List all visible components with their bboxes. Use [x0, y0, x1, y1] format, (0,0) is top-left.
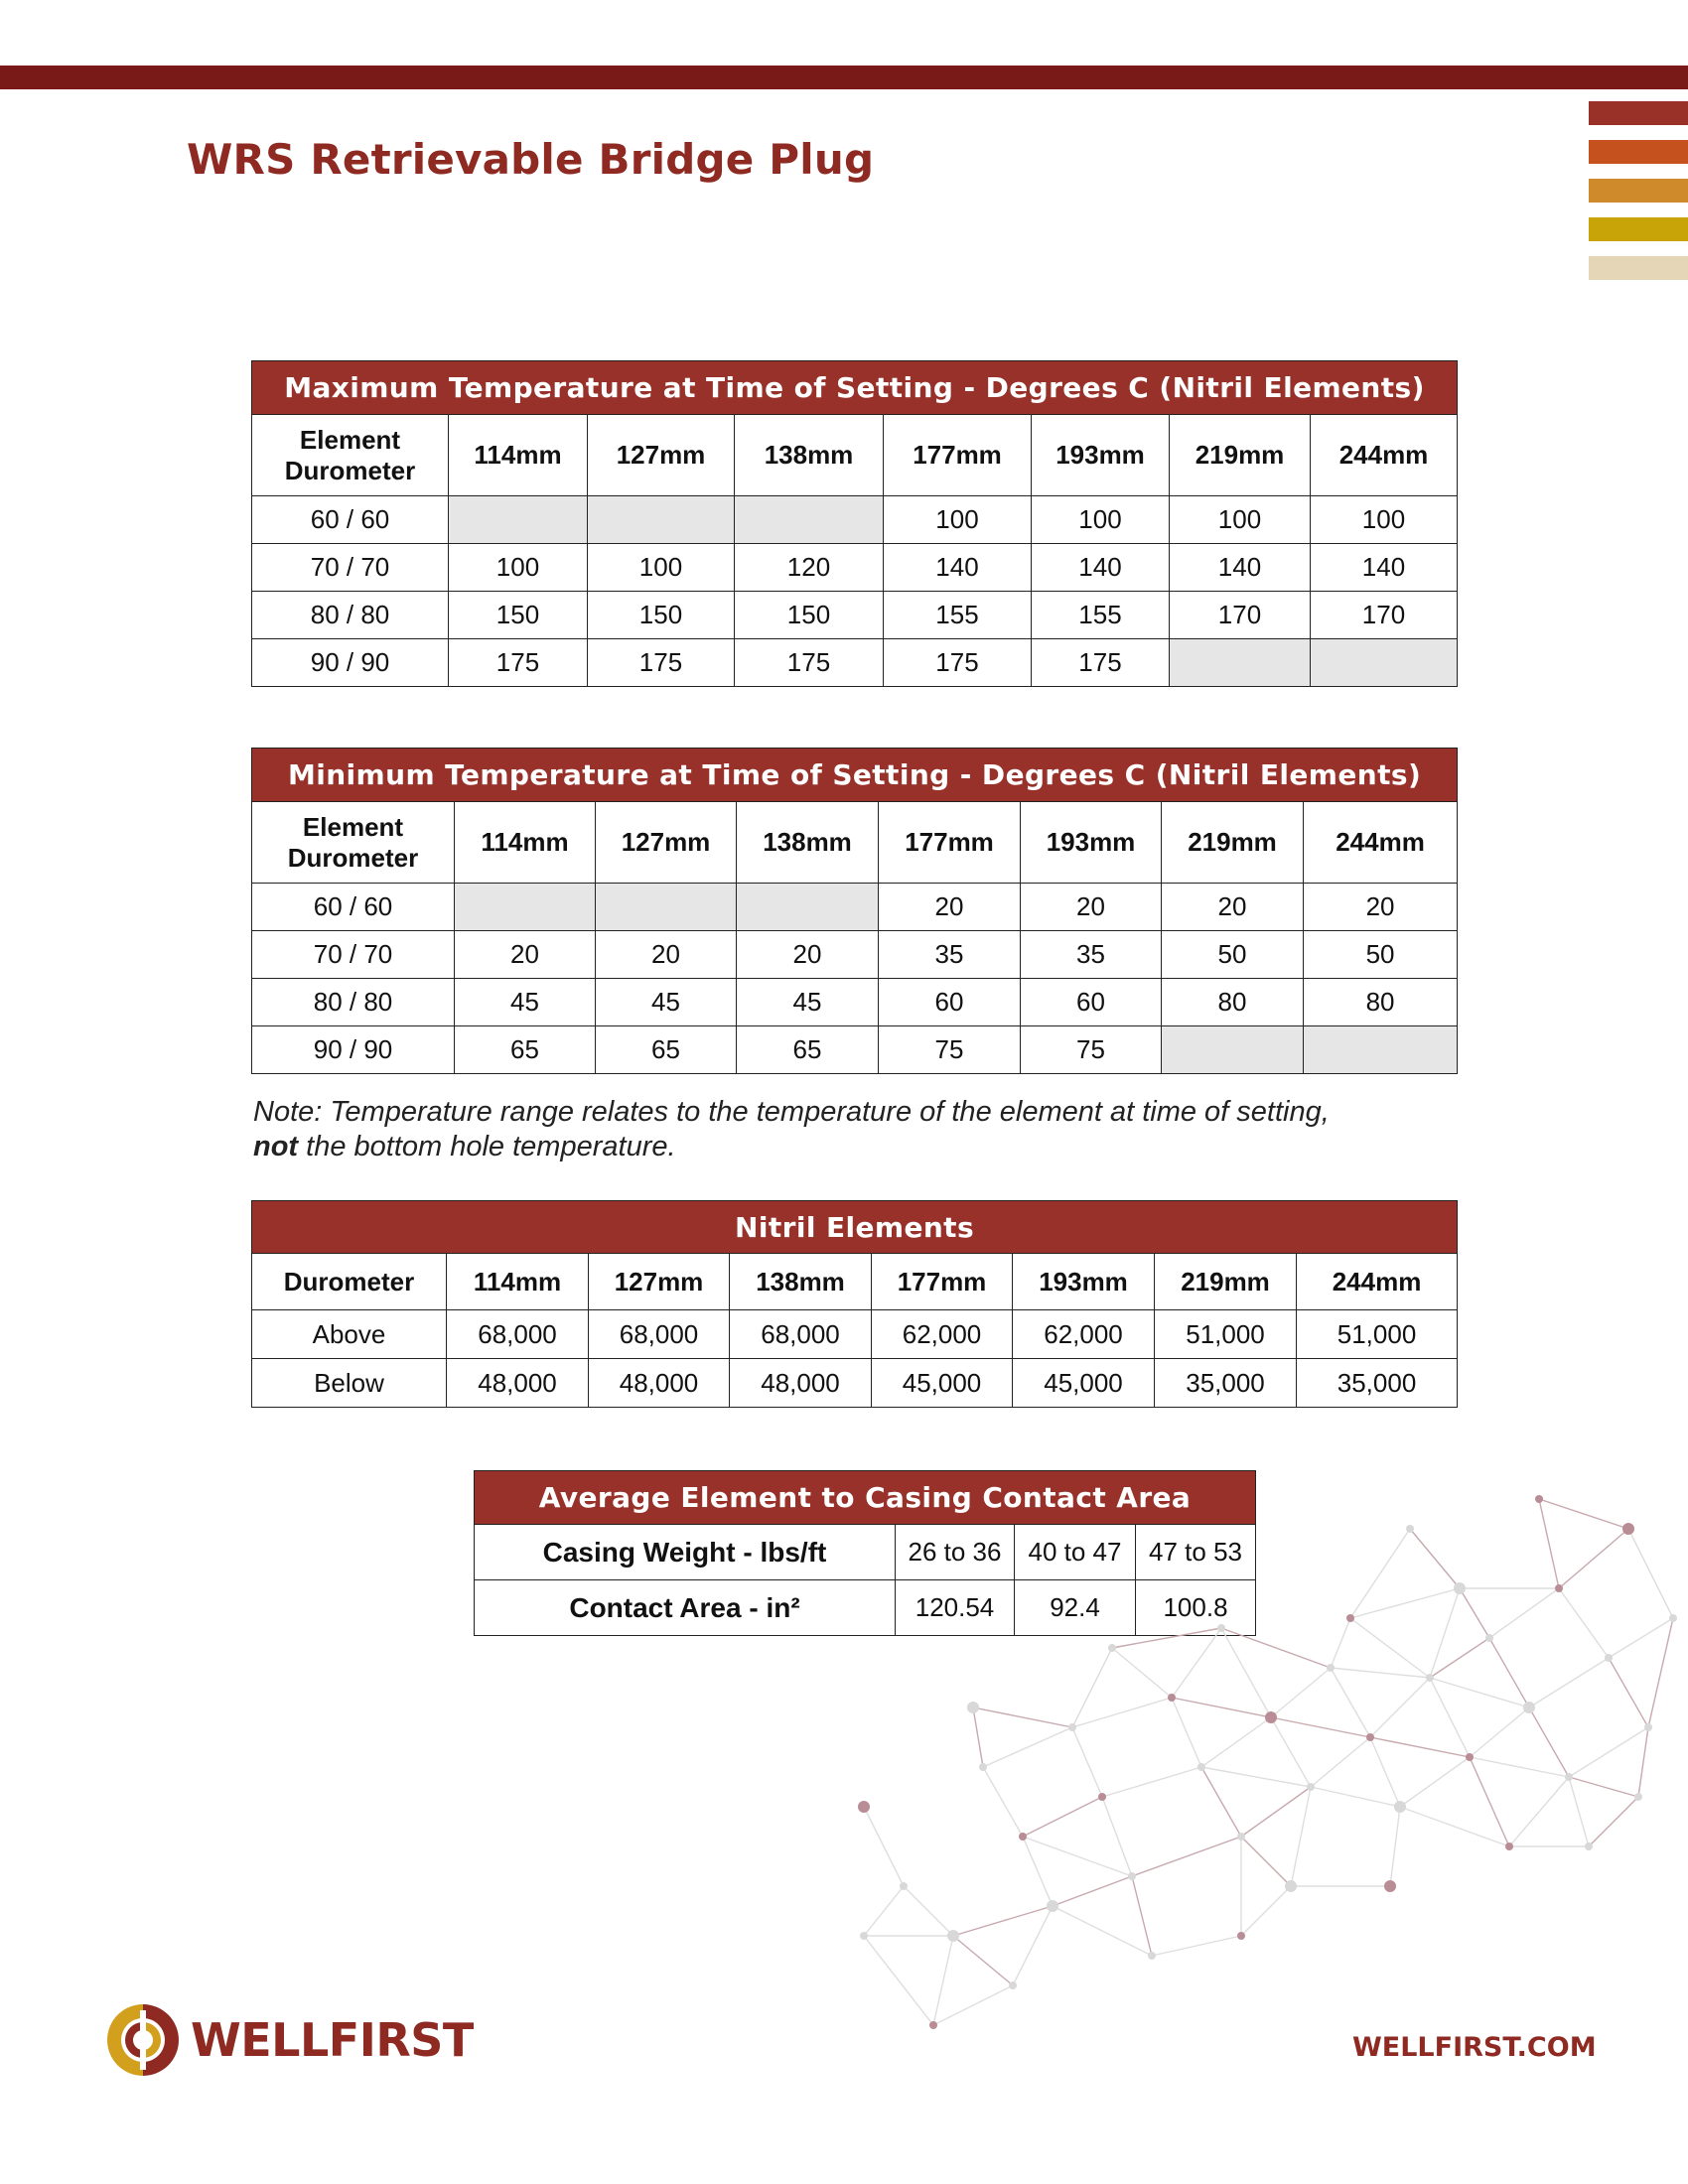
table-cell: [1162, 1026, 1304, 1074]
table-cell: 100: [1311, 496, 1458, 544]
table-cell: 80: [1162, 979, 1304, 1026]
table-cell: [735, 496, 884, 544]
swatch: [1589, 140, 1688, 164]
table-cell: 140: [884, 544, 1032, 592]
table-row: [252, 544, 1458, 592]
table-cell: 35: [879, 931, 1021, 979]
table-caption: Minimum Temperature at Time of Setting - Degrees C (Nitril Elements): [252, 749, 1458, 802]
table-caption: Maximum Temperature at Time of Setting - Degrees C (Nitril Elements): [252, 361, 1458, 415]
column-header: 193mm: [1021, 802, 1162, 884]
table-cell: 175: [1032, 639, 1170, 687]
table-cell: 60: [1021, 979, 1162, 1026]
column-header: 193mm: [1032, 415, 1170, 496]
table-cell: 20: [737, 931, 879, 979]
table-row: [252, 931, 1458, 979]
table-cell: 100: [1170, 496, 1311, 544]
table-cell: 62,000: [872, 1310, 1013, 1359]
row-label: Casing Weight - lbs/ft: [475, 1525, 896, 1580]
table-cell: 68,000: [589, 1310, 730, 1359]
column-header: 127mm: [589, 1254, 730, 1310]
header-bar: [0, 66, 1688, 89]
table-row: [252, 639, 1458, 687]
table-row: [252, 1310, 1458, 1359]
table-row: [252, 496, 1458, 544]
table-row: [252, 884, 1458, 931]
temperature-note: Note: Temperature range relates to the temperature of the element at time of setting, not the bottom hole temperature.: [253, 1096, 1330, 1162]
table-cell: 35,000: [1155, 1359, 1297, 1408]
table-cell: 45,000: [872, 1359, 1013, 1408]
column-header: 138mm: [735, 415, 884, 496]
row-label: 70 / 70: [252, 931, 455, 979]
table-cell: [588, 496, 735, 544]
table-cell: 48,000: [730, 1359, 872, 1408]
row-label: 90 / 90: [252, 1026, 455, 1074]
table-cell: 20: [455, 931, 596, 979]
column-header: 114mm: [447, 1254, 589, 1310]
table-cell: 26 to 36: [896, 1525, 1015, 1580]
table-caption: Nitril Elements: [252, 1201, 1458, 1254]
table-cell: 175: [449, 639, 588, 687]
column-header: 244mm: [1297, 1254, 1458, 1310]
table-caption: Average Element to Casing Contact Area: [475, 1471, 1256, 1525]
first-column-header: Durometer: [252, 1254, 447, 1310]
table-cell: 170: [1170, 592, 1311, 639]
table-cell: 48,000: [447, 1359, 589, 1408]
table-cell: [596, 884, 737, 931]
column-header: 219mm: [1162, 802, 1304, 884]
table-cell: 45: [596, 979, 737, 1026]
table-cell: 35,000: [1297, 1359, 1458, 1408]
table-row: [252, 979, 1458, 1026]
table-cell: 20: [879, 884, 1021, 931]
table-row: [252, 1359, 1458, 1408]
swatch: [1589, 101, 1688, 125]
table-cell: 45: [737, 979, 879, 1026]
table-row: [252, 1026, 1458, 1074]
table-cell: 150: [588, 592, 735, 639]
table-cell: 140: [1032, 544, 1170, 592]
table-cell: 20: [1304, 884, 1458, 931]
table-cell: 50: [1162, 931, 1304, 979]
row-label: Below: [252, 1359, 447, 1408]
table-cell: [1311, 639, 1458, 687]
table-cell: 100: [449, 544, 588, 592]
table-cell: 170: [1311, 592, 1458, 639]
column-header: 219mm: [1170, 415, 1311, 496]
table-cell: 65: [455, 1026, 596, 1074]
table-cell: [737, 884, 879, 931]
swatch: [1589, 179, 1688, 203]
row-label: 70 / 70: [252, 544, 449, 592]
table-cell: 65: [596, 1026, 737, 1074]
column-header: 177mm: [884, 415, 1032, 496]
table-cell: 40 to 47: [1015, 1525, 1136, 1580]
table-cell: 45: [455, 979, 596, 1026]
table-cell: [455, 884, 596, 931]
column-header: 127mm: [596, 802, 737, 884]
table-cell: 100: [884, 496, 1032, 544]
table-cell: 175: [588, 639, 735, 687]
table-cell: 50: [1304, 931, 1458, 979]
table-cell: 51,000: [1297, 1310, 1458, 1359]
note-emphasis: not: [253, 1131, 299, 1162]
column-header: 219mm: [1155, 1254, 1297, 1310]
table-cell: 100: [1032, 496, 1170, 544]
row-label: Contact Area - in²: [475, 1580, 896, 1636]
row-label: 80 / 80: [252, 979, 455, 1026]
color-swatches: [1589, 101, 1688, 295]
table-cell: 140: [1311, 544, 1458, 592]
row-label: 60 / 60: [252, 496, 449, 544]
column-header: 177mm: [872, 1254, 1013, 1310]
table-cell: 48,000: [589, 1359, 730, 1408]
table-row: [252, 592, 1458, 639]
table-cell: 20: [596, 931, 737, 979]
max-temperature-table: [251, 360, 1458, 687]
table-cell: 175: [735, 639, 884, 687]
first-column-header: Element Durometer: [252, 802, 455, 884]
table-cell: 60: [879, 979, 1021, 1026]
table-cell: 47 to 53: [1136, 1525, 1256, 1580]
website-link[interactable]: WELLFIRST.COM: [1352, 2032, 1597, 2063]
table-cell: 65: [737, 1026, 879, 1074]
column-header: 244mm: [1311, 415, 1458, 496]
column-header: 177mm: [879, 802, 1021, 884]
table-cell: 75: [1021, 1026, 1162, 1074]
first-column-header: Element Durometer: [252, 415, 449, 496]
column-header: 114mm: [455, 802, 596, 884]
table-cell: 68,000: [447, 1310, 589, 1359]
table-cell: 120: [735, 544, 884, 592]
swatch: [1589, 217, 1688, 241]
column-header: 138mm: [737, 802, 879, 884]
table-cell: 155: [1032, 592, 1170, 639]
column-header: 193mm: [1013, 1254, 1155, 1310]
table-cell: 100: [588, 544, 735, 592]
table-cell: [449, 496, 588, 544]
row-label: 90 / 90: [252, 639, 449, 687]
table-cell: 100.8: [1136, 1580, 1256, 1636]
row-label: Above: [252, 1310, 447, 1359]
table-cell: 35: [1021, 931, 1162, 979]
row-label: 80 / 80: [252, 592, 449, 639]
table-cell: 150: [735, 592, 884, 639]
table-cell: 62,000: [1013, 1310, 1155, 1359]
page-title: WRS Retrievable Bridge Plug: [187, 135, 875, 184]
table-cell: 51,000: [1155, 1310, 1297, 1359]
table-cell: 150: [449, 592, 588, 639]
table-cell: 45,000: [1013, 1359, 1155, 1408]
table-cell: 140: [1170, 544, 1311, 592]
table-cell: [1304, 1026, 1458, 1074]
table-cell: 20: [1021, 884, 1162, 931]
table-cell: 120.54: [896, 1580, 1015, 1636]
nitril-elements-table: [251, 1200, 1458, 1408]
column-header: 244mm: [1304, 802, 1458, 884]
wellfirst-logo-icon: [103, 2000, 183, 2080]
column-header: 127mm: [588, 415, 735, 496]
table-cell: 75: [879, 1026, 1021, 1074]
row-label: 60 / 60: [252, 884, 455, 931]
table-cell: 20: [1162, 884, 1304, 931]
column-header: 138mm: [730, 1254, 872, 1310]
table-cell: 68,000: [730, 1310, 872, 1359]
table-cell: 175: [884, 639, 1032, 687]
column-header: 114mm: [449, 415, 588, 496]
network-graphic: [774, 1469, 1688, 2115]
min-temperature-table: [251, 748, 1458, 1074]
table-cell: 155: [884, 592, 1032, 639]
table-cell: 92.4: [1015, 1580, 1136, 1636]
swatch: [1589, 256, 1688, 280]
table-cell: [1170, 639, 1311, 687]
table-cell: 80: [1304, 979, 1458, 1026]
brand-name: WELLFIRST: [191, 2013, 474, 2067]
